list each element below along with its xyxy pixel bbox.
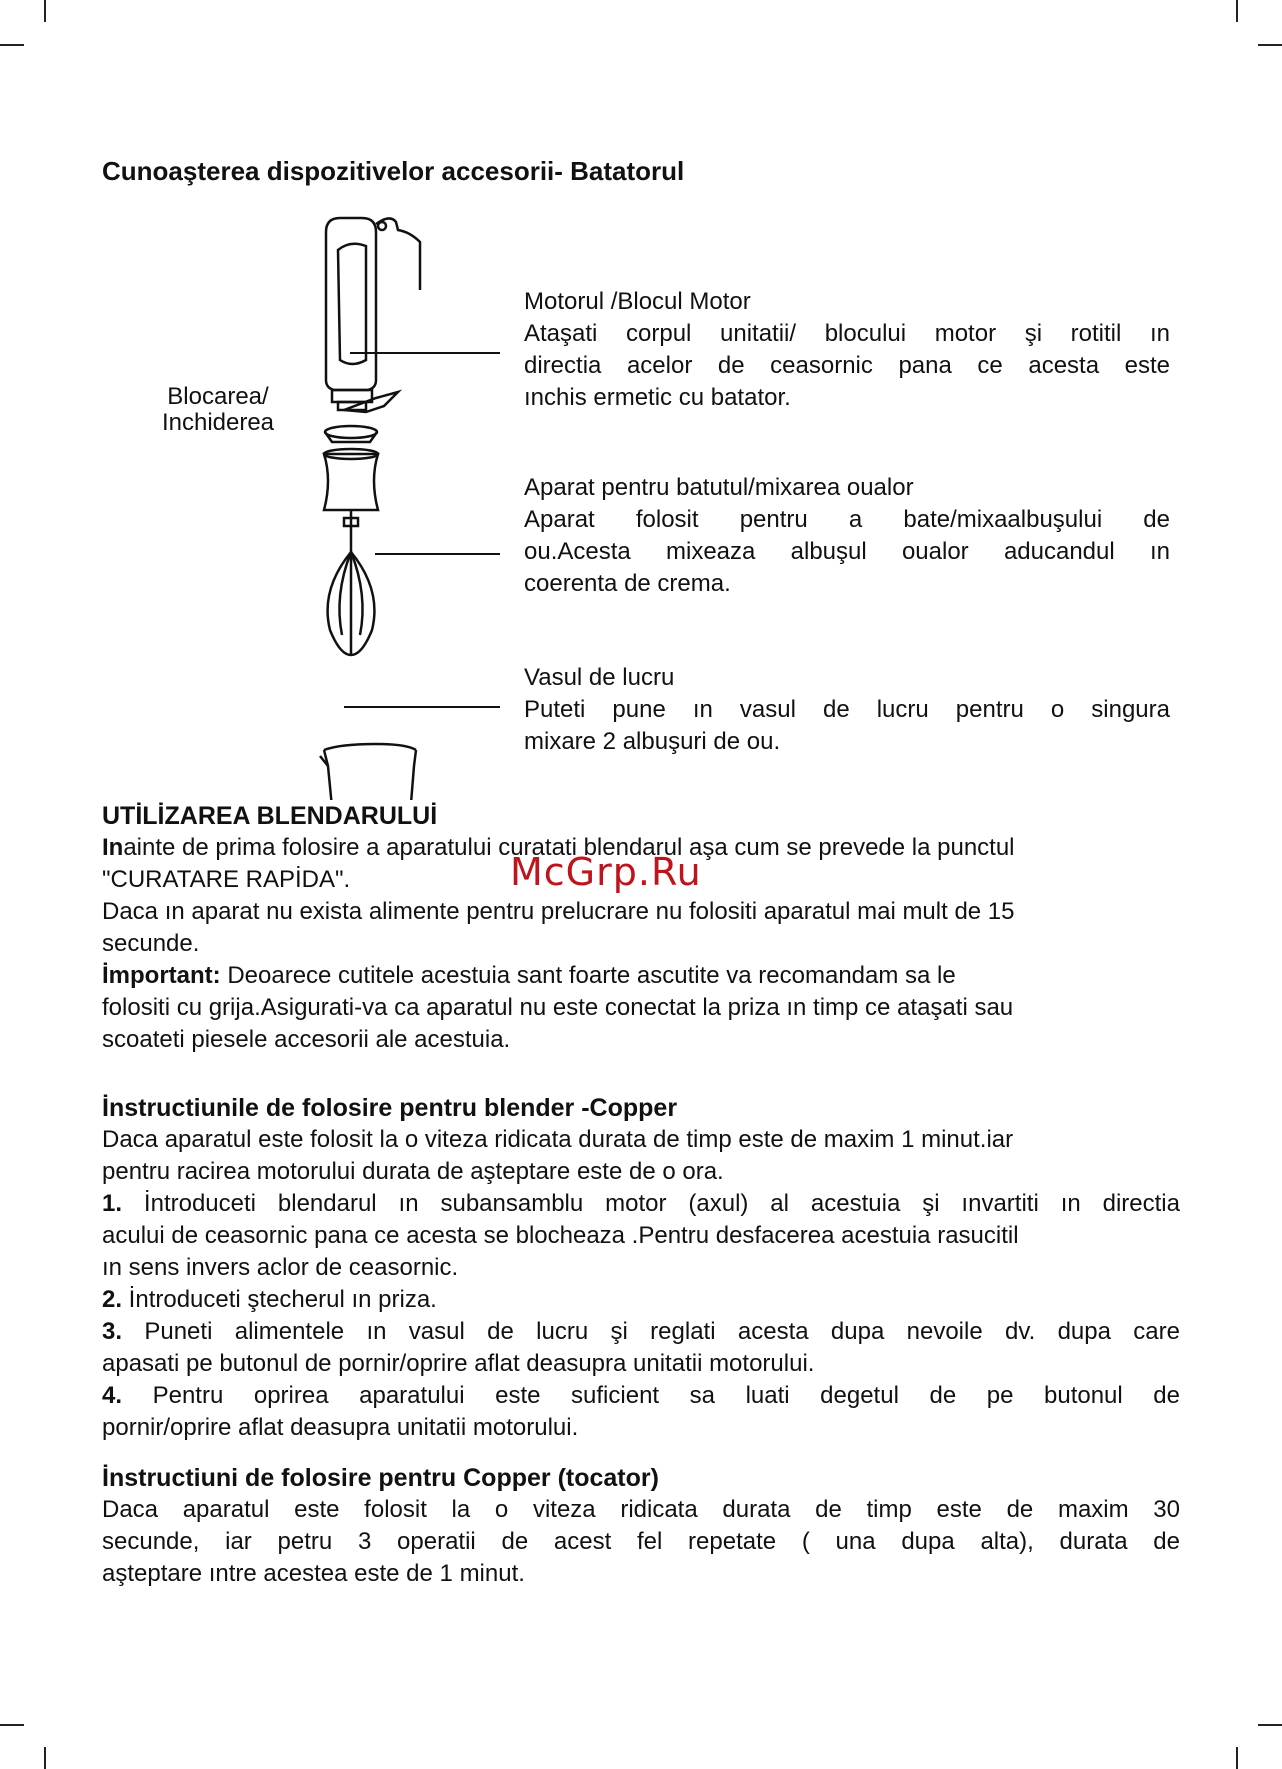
step-line: pornir/oprire aflat deasupra unitatii motorului.	[102, 1414, 579, 1441]
usage-paragraph-line: folositi cu grija.Asigurati-va ca aparatul nu este conectat la priza ın timp ce ataşati sau	[102, 994, 1014, 1021]
step-text: İntroduceti blendarul ın subansamblu motor (axul) al acestuia şi ınvartiti ın directia	[122, 1190, 1180, 1217]
usage-paragraph-line: scoateti piesele accesorii ale acestuia.	[102, 1026, 511, 1053]
motor-line: directia acelor de ceasornic pana ce acesta este	[524, 352, 1170, 379]
blender-instructions-section	[102, 1092, 1180, 1444]
step-text: Pentru oprirea aparatului este suficient sa luati degetul de pe butonul de	[122, 1382, 1180, 1409]
whisk-description	[524, 472, 1170, 600]
important-text: Deoarece cutitele acestuia sant foarte ascutite va recomandam sa le	[220, 962, 956, 989]
whisk-drawing	[328, 528, 375, 655]
whisk-line: coerenta de crema.	[524, 570, 731, 597]
crop-mark	[0, 1724, 24, 1726]
step-number: 2.	[102, 1286, 123, 1313]
step-line: apasati pe butonul de pornir/oprire aflat deasupra unitatii motorului.	[102, 1350, 815, 1377]
motor-description	[524, 286, 1170, 414]
instructions-line: Daca aparatul este folosit la o viteza ridicata durata de timp este de maxim 1 minut.iar	[102, 1126, 1014, 1153]
blender-illustration	[280, 210, 510, 800]
watermark: McGrp.Ru	[510, 850, 702, 894]
step-number: 1.	[102, 1190, 123, 1217]
callout-line-motor	[350, 352, 500, 354]
lock-label-line: Inchiderea	[161, 409, 275, 436]
bowl-line: Puteti pune ın vasul de lucru pentru o singura	[524, 696, 1170, 723]
crop-mark	[1258, 1724, 1282, 1726]
whisk-heading: Aparat pentru batutul/mixarea oualor	[524, 474, 914, 501]
motor-line: Ataşati corpul unitatii/ blocului motor şi rotitil ın	[524, 320, 1170, 347]
usage-paragraph-line: Daca ın aparat nu exista alimente pentru prelucrare nu folositi aparatul mai mult de 15	[102, 898, 1015, 925]
chopper-line: Daca aparatul este folosit la o viteza ridicata durata de timp este de maxim 30	[102, 1496, 1180, 1523]
important-label: İmportant:	[102, 962, 221, 989]
step-line: ın sens invers aclor de ceasornic.	[102, 1254, 459, 1281]
step-text: İntroduceti ştecherul ın priza.	[122, 1286, 437, 1313]
lock-label	[150, 384, 286, 436]
bowl-line: mixare 2 albuşuri de ou.	[524, 728, 781, 755]
bowl-description	[524, 662, 1170, 758]
crop-mark	[44, 1747, 46, 1769]
step-line	[102, 1380, 1180, 1412]
crop-mark	[1258, 44, 1282, 46]
usage-paragraph-line: secunde.	[102, 930, 200, 957]
bowl-heading: Vasul de lucru	[524, 664, 675, 691]
chopper-line: secunde, iar petru 3 operatii de acest fel repetate ( una dupa alta), durata de	[102, 1528, 1180, 1555]
step-line	[102, 1284, 1180, 1316]
beaker-drawing	[320, 744, 420, 800]
callout-line-whisk	[375, 553, 500, 555]
step-line: acului de ceasornic pana ce acesta se blocheaza .Pentru desfacerea acestuia rasucitil	[102, 1222, 1019, 1249]
chopper-instructions-section	[102, 1462, 1180, 1590]
usage-title: UTİLİZAREA BLENDARULUİ	[102, 802, 438, 830]
crop-mark	[44, 0, 46, 22]
crop-mark	[1236, 0, 1238, 22]
chopper-instructions-title: İnstructiuni de folosire pentru Copper (tocator)	[102, 1464, 659, 1492]
blender-instructions-title: İnstructiunile de folosire pentru blender -Copper	[102, 1094, 678, 1122]
usage-section	[102, 800, 1180, 1056]
step-line	[102, 1316, 1180, 1348]
gearbox-drawing	[324, 454, 378, 510]
usage-paragraph-line: "CURATARE RAPİDA".	[102, 866, 351, 893]
whisk-line: ou.Acesta mixeaza albuşul oualor aducandul ın	[524, 538, 1170, 565]
instructions-line: pentru racirea motorului durata de aşteptare este de o ora.	[102, 1158, 724, 1185]
chopper-line: aşteptare ıntre acestea este de 1 minut.	[102, 1560, 525, 1587]
crop-mark	[0, 44, 24, 46]
step-number: 3.	[102, 1318, 123, 1345]
motor-heading: Motorul /Blocul Motor	[524, 288, 751, 315]
usage-bold-start: In	[102, 834, 124, 861]
usage-paragraph-line	[102, 832, 1180, 864]
step-text: Puneti alimentele ın vasul de lucru şi reglati acesta dupa nevoile dv. dupa care	[122, 1318, 1180, 1345]
section-title-accessories: Cunoaşterea dispozitivelor accesorii- Batatorul	[102, 156, 685, 186]
usage-paragraph-line	[102, 960, 1180, 992]
usage-text: ainte de prima folosire a aparatului curatati blendarul aşa cum se prevede la punctul	[123, 834, 1015, 861]
callout-line-bowl	[344, 706, 500, 708]
step-line	[102, 1188, 1180, 1220]
step-number: 4.	[102, 1382, 123, 1409]
lock-label-line: Blocarea/	[167, 383, 269, 410]
whisk-line: Aparat folosit pentru a bate/mixaalbuşului de	[524, 506, 1170, 533]
motor-line: ınchis ermetic cu batator.	[524, 384, 791, 411]
crop-mark	[1236, 1747, 1238, 1769]
